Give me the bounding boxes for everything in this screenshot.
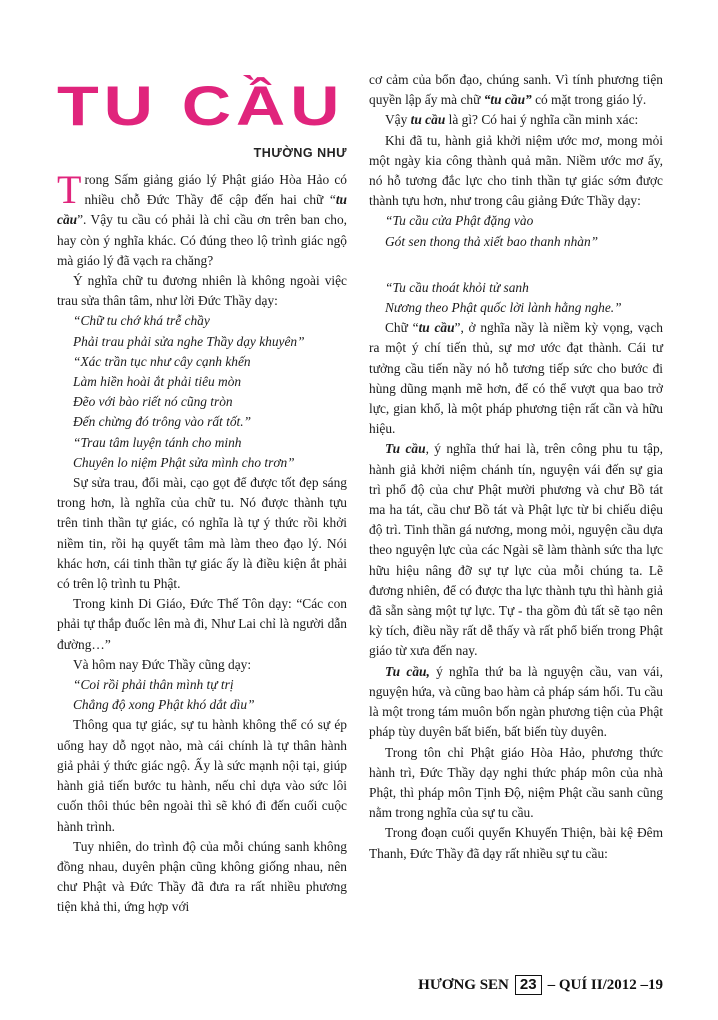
article-title: TU CẦU	[57, 74, 345, 137]
verse-line: Chẳng độ xong Phật khó dắt dìu”	[73, 697, 255, 713]
paragraph: Trong đoạn cuối quyển Khuyến Thiện, bài kệ Đêm Thanh, Đức Thầy đã dạy rất nhiều sự tu cầu:	[369, 825, 663, 861]
paragraph: Tu cầu, ý nghĩa thứ hai là, trên công phu tu tập, hành giả khởi niệm chánh tín, nguyện vái đến sự gia trì phổ độ của chư Phật mười phương và chư Bồ tát ma ha tát, cầu chư Bồ tát và Phật lực từ bi chiếu diệu độ trì. Tinh thần gá nương, mong mỏi, nguyện cầu dựa theo nguyện lực của các Ngài sẽ làm thành sức tha lực hữu hiệu nâng đỡ sự tự lực của mỗi chúng ta. Lẽ đương nhiên, để có được tha lực thành tựu thì hành giả đã sẵn sàng một tự lực. Tự - tha gồm đủ tất sẽ tạo nên kỳ tích, điều nầy rất dễ thấy và rất phổ biến trong Phật giáo từ xưa đến nay.	[369, 441, 663, 659]
verse-line: Làm hiền hoài ắt phải tiêu mòn	[73, 374, 242, 390]
verse-line: “Xác trần tục như cây cạnh khến	[73, 353, 251, 369]
paragraph: Khi đã tu, hành giả khởi niệm ước mơ, mong mỏi một ngày kia công thành quả mãn. Niềm ước mơ ấy, nó hỗ tương đắc lực cho tinh thần tự giác sớm được thành tựu hơn, như trong câu giảng Đức Thầy dạy:	[369, 132, 663, 209]
paragraph: Ý nghĩa chữ tu đương nhiên là không ngoài việc trau sửa thân tâm, như lời Đức Thầy dạy:	[57, 273, 347, 309]
verse-line: Nương theo Phật quốc lời lành hằng nghe.”	[385, 300, 622, 316]
paragraph: Trong kinh Di Giáo, Đức Thế Tôn dạy: “Các con phải tự thắp đuốc lên mà đi, Như Lai chỉ là người dẫn đường…”	[57, 596, 347, 652]
page-number: 23	[515, 975, 542, 995]
verse-block	[369, 211, 663, 251]
left-column	[57, 167, 347, 918]
verse-line: Phải trau phải sửa nghe Thầy dạy khuyên”	[73, 333, 305, 349]
paragraph: Chữ “tu cầu”, ở nghĩa nầy là niềm kỳ vọng, vạch ra một ý chí tiến thủ, sự mơ ước đạt thành. Cái tư tưởng cầu tiến nầy nó hỗ tương tiếp sức cho bước đi hùng dũng mạnh mẽ hơn, để có thể vượt qua bao trở lực, gian khổ, là một pháp phương tiện rất cần và hữu hiệu.	[369, 320, 663, 437]
intro-paragraph: Trong Sấm giảng giáo lý Phật giáo Hòa Hảo có nhiều chỗ Đức Thầy để cập đến hai chữ “tu cầu”. Vậy tu cầu có phải là chỉ cầu ơn trên ban cho, hay còn ý nghĩa khác. Có đúng theo lộ trình giác ngộ mà giáo lý đã vạch ra chăng?	[57, 167, 347, 268]
verse-line: “Chữ tu chớ khá trễ chầy	[73, 313, 210, 329]
paragraph: Trong tôn chỉ Phật giáo Hòa Hảo, phương thức hành trì, Đức Thầy dạy nghi thức pháp môn của nhà Phật, thì pháp môn Tịnh Độ, niệm Phật cầu sanh cũng nằm trong nghĩa của sự tu cầu.	[369, 744, 663, 821]
verse-line: “Trau tâm luyện tánh cho minh	[73, 434, 242, 450]
drop-cap: T	[57, 167, 82, 212]
verse-line: Đến chừng đó trông vào rất tốt.”	[73, 414, 252, 430]
verse-line: Gót sen thong thả xiết bao thanh nhàn”	[385, 233, 599, 249]
verse-line: Đẽo với bào riết nó cũng tròn	[73, 394, 233, 410]
verse-block	[369, 278, 663, 318]
paragraph: Và hôm nay Đức Thầy cũng dạy:	[73, 656, 252, 672]
verse-line: “Coi rồi phải thân mình tự trị	[73, 677, 234, 693]
right-column	[369, 70, 663, 864]
paragraph: Vậy tu cầu là gì? Có hai ý nghĩa cần minh xác:	[385, 112, 639, 128]
paragraph: Tuy nhiên, do trình độ của mỗi chúng sanh không đồng nhau, duyên phận cũng không giống nhau, nên chư Phật và Đức Thầy đã đưa ra rất nhiều phương tiện khả thi, ứng hợp với	[57, 838, 347, 915]
paragraph: Thông qua tự giác, sự tu hành không thể có sự ép uổng hay dỗ ngọt nào, mà cái chính là tự thân hành giả phải ý thức giác ngộ. Ấy là sức mạnh nội tại, giúp hành giả tiến bước tu hành, nếu chỉ dựa vào sức lôi cuốn thôi thúc bên ngoài thì sẽ khó đi đến cuối cuộc hành trình.	[57, 717, 347, 834]
issue-info: – QUÍ II/2012 –19	[547, 976, 663, 993]
verse-line: “Tu cầu thoát khỏi tử sanh	[385, 279, 529, 295]
paragraph: cơ cảm của bổn đạo, chúng sanh. Vì tính phương tiện quyền lập ấy mà chữ “tu cầu” có mặt trong giáo lý.	[369, 72, 663, 108]
author-name: THƯỜNG NHƯ	[253, 146, 347, 160]
verse-block	[57, 311, 347, 473]
paragraph: Sự sửa trau, đổi mài, cạo gọt để được tốt đẹp sáng trong hơn, là nghĩa của chữ tu. Nó được thành tựu trên tinh thần tự giác, có nghĩa là tự ý thức rồi khởi niềm tin, rồi hạ quyết tâm mà làm theo đạo lý. Nói khác hơn, cái tinh thần tự giác ấy là điều kiện ắt phải có trên lộ trình tu Phật.	[57, 475, 347, 592]
verse-line: “Tu cầu cửa Phật đặng vào	[385, 213, 534, 229]
verse-block	[57, 675, 347, 715]
magazine-name: HƯƠNG SEN	[418, 976, 509, 993]
page-footer	[418, 975, 663, 995]
paragraph: Tu cầu, ý nghĩa thứ ba là nguyện cầu, van vái, nguyện hứa, và cũng bao hàm cả pháp sám hối. Tu cầu là một trong tám muôn bốn ngàn phương tiện của Phật pháp tùy duyên bất biến, bất biến tùy duyên.	[369, 663, 663, 740]
verse-line: Chuyên lo niệm Phật sửa mình cho trơn”	[73, 454, 295, 470]
